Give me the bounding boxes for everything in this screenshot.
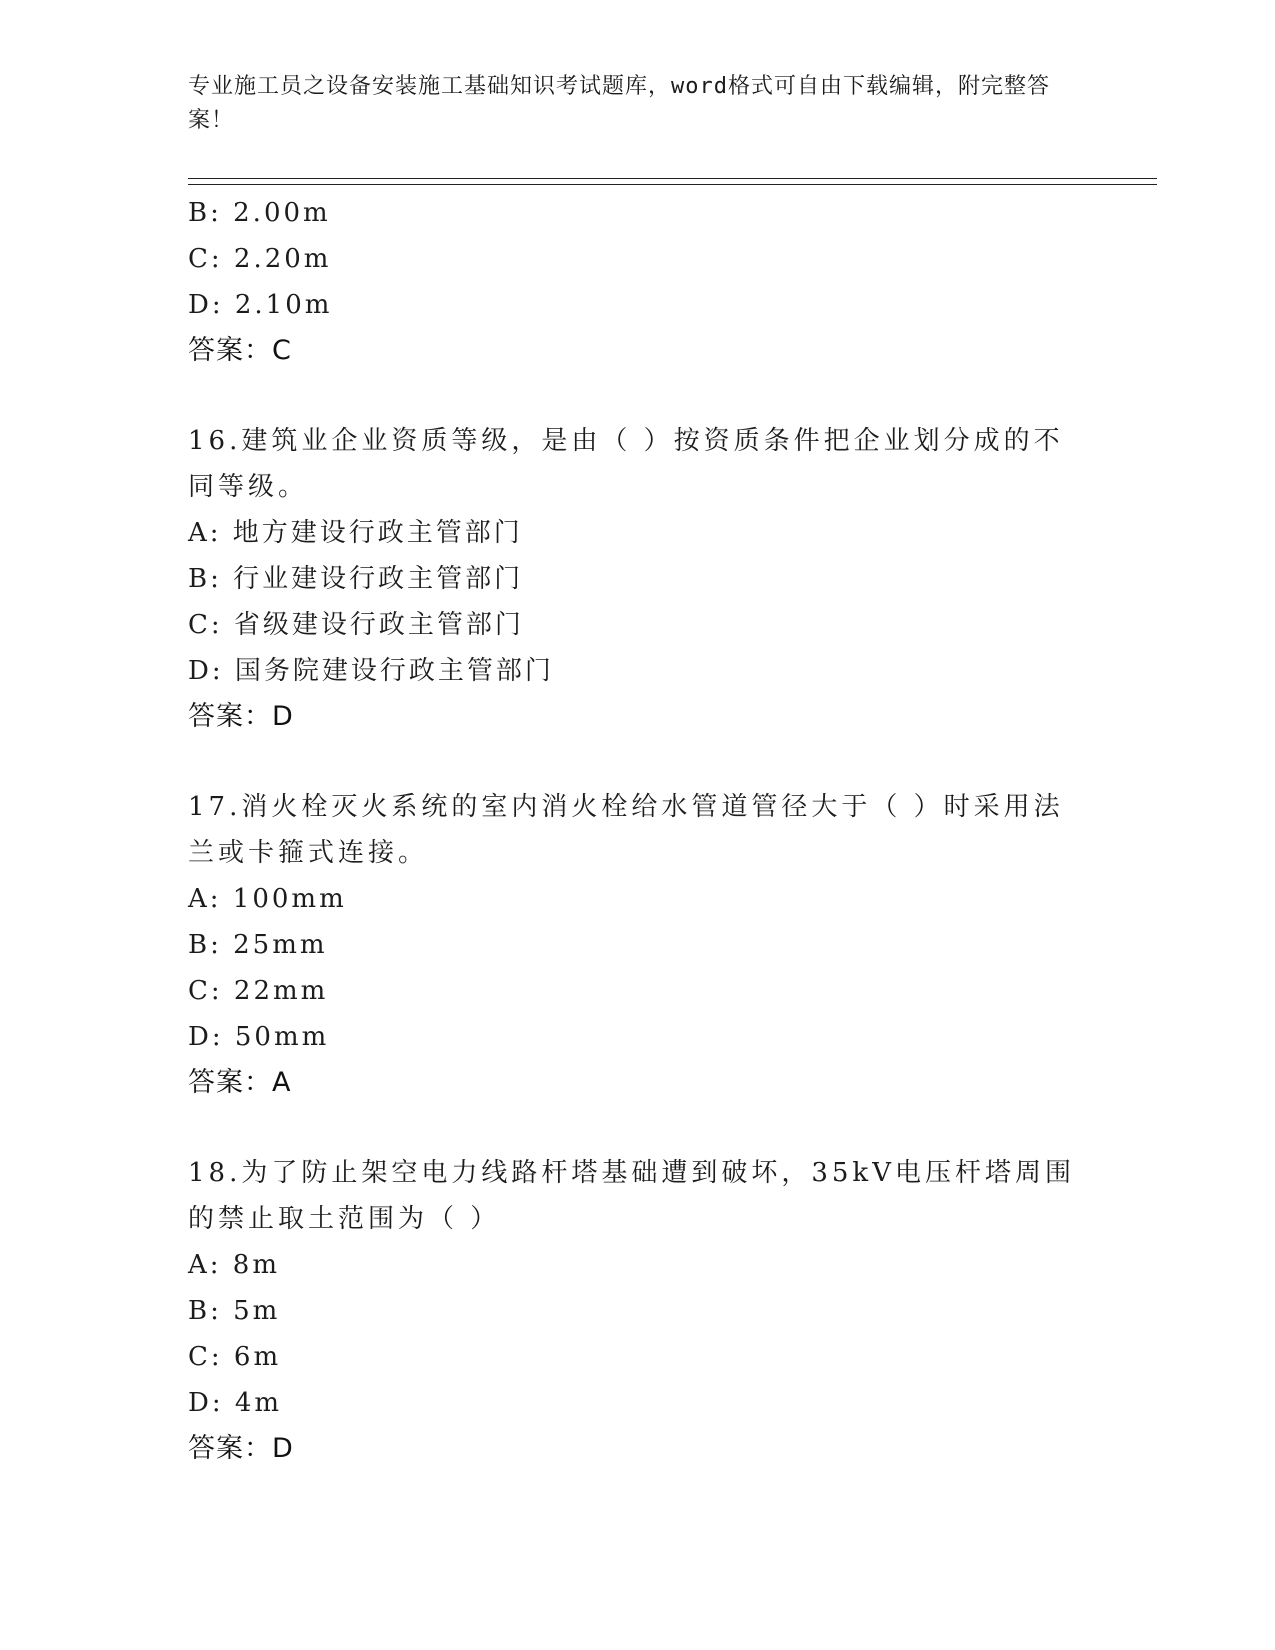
question-stem: 17.消火栓灭火系统的室内消火栓给水管道管径大于（ ）时采用法兰或卡箍式连接。 [188,792,1064,868]
question-17 [188,784,1088,1106]
spacer [188,374,1088,418]
question-stem: 18.为了防止架空电力线路杆塔基础遭到破坏，35kV电压杆塔周围的禁止取土范围为（ ） [188,1158,1075,1234]
option-b: B: 2.00m [188,198,331,228]
option-b: B: 25mm [188,930,328,960]
answer-line: 答案：C [188,335,292,366]
option-a: A: 地方建设行政主管部门 [188,518,523,548]
answer-line: 答案：D [188,1433,294,1464]
option-c: C: 省级建设行政主管部门 [188,610,524,640]
spacer [188,740,1088,784]
question-stem: 16.建筑业企业资质等级，是由（ ）按资质条件把企业划分成的不同等级。 [188,426,1064,502]
question-16 [188,418,1088,740]
answer-line: 答案：D [188,701,294,732]
option-d: D: 4m [188,1388,283,1418]
option-c: C: 6m [188,1342,282,1372]
header-divider [188,178,1157,185]
option-d: D: 2.10m [188,290,333,320]
option-c: C: 2.20m [188,244,332,274]
spacer [188,1106,1088,1150]
page-header-title: 专业施工员之设备安装施工基础知识考试题库，word格式可自由下载编辑，附完整答案！ [188,74,1050,133]
option-b: B: 行业建设行政主管部门 [188,564,524,594]
document-body [188,190,1088,1472]
answer-line: 答案：A [188,1067,292,1098]
question-18 [188,1150,1088,1472]
option-d: D: 50mm [188,1022,330,1052]
option-d: D: 国务院建设行政主管部门 [188,656,554,686]
option-a: A: 8m [188,1250,280,1280]
option-b: B: 5m [188,1296,281,1326]
option-a: A: 100mm [188,884,347,914]
question-15-tail [188,190,1088,374]
option-c: C: 22mm [188,976,329,1006]
